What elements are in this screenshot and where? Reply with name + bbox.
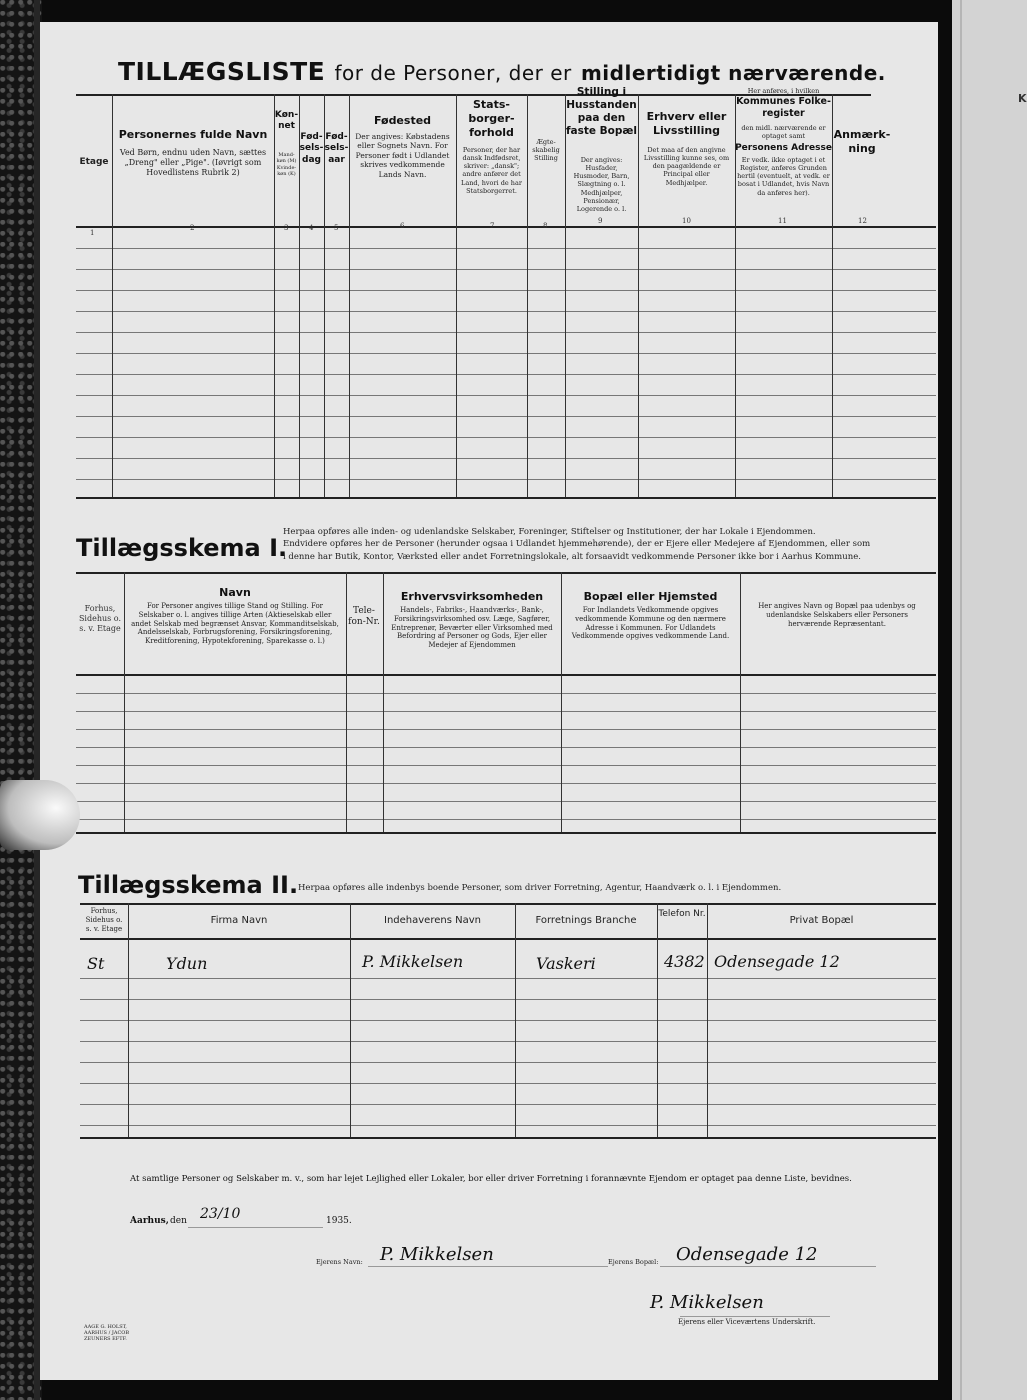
col-folkeregister-header: Kommunes Folke-register (736, 96, 831, 119)
skema1-bottom-rule (76, 832, 936, 834)
col-folkeregister-sub: den midl. nærværende er optaget samt (741, 124, 826, 141)
main-column-rule (735, 94, 736, 497)
s1-col-erhverv-sub: Handels-, Fabriks-, Haandværks-, Bank-, Forsikringsvirksomhed osv. Læge, Sagfører, Entreprenør, Beværter eller Virksomhed med Befordring af Personer og Gods, Ejer eller Medejer af Ejendommen (391, 606, 553, 649)
col-erhverv-sub: Det maa af den angivne Livsstilling kunne ses, om den paagældende er Principal eller Medhjælper. (643, 146, 730, 187)
main-column-rule (565, 94, 566, 497)
s1-row-line (76, 711, 936, 712)
s1-col-erhverv-header: Erhvervsvirksomheden (400, 590, 544, 603)
s1-col-navn-header: Navn (219, 586, 251, 599)
signature-hand: P. Mikkelsen (650, 1292, 764, 1313)
col-aegteskab-header: Ægte-skabelig Stilling (532, 138, 560, 163)
s2-column-rule (515, 903, 516, 1137)
col-num: 10 (682, 217, 691, 225)
skema2-bottom-rule (80, 1137, 936, 1139)
s1-column-rule (740, 572, 741, 832)
main-row-line (76, 248, 936, 249)
col-num: 4 (309, 224, 314, 232)
skema2-description: Herpaa opføres alle indenbys boende Personer, som driver Forretning, Agentur, Haandværk o. l. i Ejendommen. (298, 883, 782, 893)
title-emphasis: midlertidigt nærværende. (580, 61, 886, 85)
main-table-bottom-rule (76, 497, 936, 499)
main-row-line (76, 332, 936, 333)
s1-row-line (76, 765, 936, 766)
skema2-top-rule (80, 903, 936, 905)
s2-col-bopael: Privat Bopæl (789, 915, 854, 926)
col-erhverv-header: Erhverv eller Livsstilling (646, 110, 727, 137)
s1-column-rule (124, 572, 125, 832)
col-num: 3 (284, 224, 289, 232)
main-row-line (76, 458, 936, 459)
col-statsborger-sub: Personer, der har dansk Indfødsret, skriver: „dansk"; andre anfører det Land, hvori de har Statsborgerret. (461, 146, 522, 195)
main-row-line (76, 395, 936, 396)
skema1-top-rule (76, 572, 936, 574)
main-row-line (76, 437, 936, 438)
next-page-letter: K (1018, 92, 1027, 105)
s2-row-line (80, 1104, 936, 1105)
census-form-page (40, 22, 938, 1380)
main-column-rule (349, 94, 350, 497)
s1-col-telefon: Tele-fon-Nr. (348, 606, 380, 628)
s1-col-navn-sub: For Personer angives tillige Stand og Stilling. For Selskaber o. l. angives tillige Arten (Aktieselskab eller andet Selskab med begrænset Ansvar, Kommanditselskab, Andelsselskab, Forbrugsforening, Forsikringsforening, Kreditforening, Hypotekforening, Sparekasse o. l.) (131, 602, 339, 645)
col-num: 5 (334, 224, 339, 232)
date-line (188, 1227, 323, 1228)
main-row-line (76, 479, 936, 480)
title-bold: TILLÆGSLISTE (118, 57, 326, 86)
owner-address-line (660, 1266, 876, 1267)
s2-row-line (80, 1125, 936, 1126)
main-row-line (76, 269, 936, 270)
col-name-sub: Ved Børn, endnu uden Navn, sættes „Dreng" eller „Pige". (Iøvrigt som Hovedlistens Rubrik 2) (119, 148, 267, 177)
col-husstand-header: Stilling i Husstanden paa den faste Bopæl (565, 86, 638, 138)
s2-col-firma: Firma Navn (210, 915, 268, 926)
entry-indehaver: P. Mikkelsen (362, 952, 464, 971)
col-foedselsaar-header: Fød-sels-aar (324, 132, 349, 165)
footer-statement: At samtlige Personer og Selskaber m. v., som har lejet Lejlighed eller Lokaler, bor eller driver Forretning i forannævnte Ejendom er optaget paa denne Liste, bevidnes. (130, 1174, 852, 1184)
col-num: 2 (190, 224, 195, 232)
col-foedested-sub: Der angives: Købstadens eller Sognets Navn. For Personer født i Udlandet skrives vedkommende Lands Navn. (355, 132, 450, 179)
s1-column-rule (383, 572, 384, 832)
s2-col-telefon: Telefon Nr. (658, 909, 706, 919)
owner-name-hand: P. Mikkelsen (380, 1244, 494, 1265)
col-name-header: Personernes fulde Navn (118, 128, 268, 141)
s2-row-line (80, 1041, 936, 1042)
col-num: 7 (490, 222, 495, 230)
printer-imprint: AAGE G. HOLST, AARHUS / JACOB ZEUNERS EFTF. (84, 1324, 130, 1342)
s1-row-line (76, 729, 936, 730)
main-column-rule (638, 94, 639, 497)
entry-telefon: 4382 (664, 952, 705, 971)
main-column-rule (112, 94, 113, 497)
main-row-line (76, 416, 936, 417)
s2-row-line (80, 1083, 936, 1084)
main-table-header-rule (76, 226, 936, 228)
s1-row-line (76, 693, 936, 694)
s1-row-line (76, 747, 936, 748)
footer-place: Aarhus, (130, 1216, 169, 1226)
col-koen-header: Køn-net (274, 110, 299, 132)
signature-line (680, 1316, 830, 1317)
s1-row-line (76, 819, 936, 820)
footer-date-hand: 23/10 (200, 1206, 241, 1222)
title-rest: for de Personer, der er (334, 61, 572, 85)
skema2-title: Tillægsskema II. (78, 871, 299, 899)
holding-thumb (0, 780, 80, 850)
s1-row-line (76, 783, 936, 784)
owner-address-label: Ejerens Bopæl: (608, 1258, 659, 1266)
col-statsborger-header: Stats-borger-forhold (468, 98, 515, 139)
skema1-header-rule (76, 674, 936, 676)
s2-col-branche: Forretnings Branche (535, 915, 637, 926)
col-folkeregister-top: Her anføres, i hvilken (747, 87, 820, 95)
signature-label: Ejerens eller Viceværtens Underskrift. (678, 1318, 816, 1326)
s1-col-bopael-header: Bopæl eller Hjemsted (583, 590, 718, 603)
skema1-description (283, 526, 903, 563)
col-num: 12 (858, 217, 867, 225)
col-etage-header: Etage (79, 157, 109, 167)
s2-row-line (80, 999, 936, 1000)
entry-firma: Ydun (166, 954, 208, 973)
footer-year: 1935. (326, 1216, 352, 1226)
s2-col-etage: Forhus, Sidehus o. s. v. Etage (85, 907, 123, 933)
skema1-title: Tillægsskema I. (76, 534, 288, 562)
col-anmaerkning-header: Anmærk-ning (833, 128, 891, 155)
main-row-line (76, 290, 936, 291)
col-foedselsdag-header: Fød-sels-dag (299, 132, 324, 165)
s2-column-rule (350, 903, 351, 1137)
entry-branche: Vaskeri (536, 954, 596, 973)
col-adresse-header: Personens Adresse (735, 143, 832, 153)
skema1-desc-line: i denne har Butik, Kontor, Værksted eller andet Forretningslokale, alt forsaavidt vedkommende Personer ikke bor i Aarhus Kommune. (283, 551, 861, 562)
col-num: 11 (778, 217, 787, 225)
entry-etage: St (87, 954, 105, 973)
s2-col-indehaver: Indehaverens Navn (384, 915, 481, 926)
s2-column-rule (128, 903, 129, 1137)
col-num: 9 (598, 217, 603, 225)
next-page-edge (946, 0, 1027, 1400)
skema2-header-rule (80, 938, 936, 940)
owner-name-line (368, 1266, 608, 1267)
skema1-desc-line: Endvidere opføres her de Personer (herunder ogsaa i Udlandet hjemmehørende), der er Ejere eller Medejere af Ejendommen, eller som (283, 539, 871, 550)
col-foedested-header: Fødested (373, 114, 432, 127)
s2-row-line (80, 1062, 936, 1063)
col-husstand-sub: Der angives: Husfader, Husmoder, Barn, Slægtning o. l. Medhjælper, Pensionær, Logerende o. l. (573, 156, 630, 213)
s1-col-etage: Forhus, Sidehus o. s. v. Etage (78, 604, 122, 633)
col-num: 8 (543, 222, 548, 230)
s2-column-rule (707, 903, 708, 1137)
s1-col-bopael-sub: For Indlandets Vedkommende opgives vedkommende Kommune og den nærmere Adresse i Kommunen. For Udlandets Vedkommende opgives vedkommende Land. (571, 606, 730, 641)
main-row-line (76, 311, 936, 312)
main-row-line (76, 374, 936, 375)
main-row-line (76, 353, 936, 354)
col-adresse-sub: Er vedk. ikke optaget i et Register, anføres Grunden hertil (eventuelt, at vedk. er bosat i Udlandet, hvis Navn da anføres her). (737, 156, 830, 197)
s2-column-rule (657, 903, 658, 1137)
owner-name-label: Ejerens Navn: (316, 1258, 363, 1266)
s1-col-repraesentant: Her angives Navn og Bopæl paa udenbys og udenlandske Selskabers eller Personers herværende Repræsentant. (758, 602, 916, 628)
s2-row-line (80, 1020, 936, 1021)
s1-row-line (76, 801, 936, 802)
col-koen-sub: Mand-køn (M) Kvinde-køn (K) (276, 152, 297, 177)
col-num: 1 (90, 229, 95, 237)
skema1-desc-line: Herpaa opføres alle inden- og udenlandske Selskaber, Foreninger, Stiftelser og Institutioner, der har Lokale i Ejendommen. (283, 527, 816, 537)
page-title (118, 57, 886, 86)
entry-bopael: Odensegade 12 (714, 952, 840, 971)
s2-row-line (80, 978, 936, 979)
owner-address-hand: Odensegade 12 (676, 1244, 818, 1265)
main-column-rule (456, 94, 457, 497)
s1-column-rule (561, 572, 562, 832)
footer-den: den (170, 1216, 187, 1226)
col-num: 6 (400, 222, 405, 230)
